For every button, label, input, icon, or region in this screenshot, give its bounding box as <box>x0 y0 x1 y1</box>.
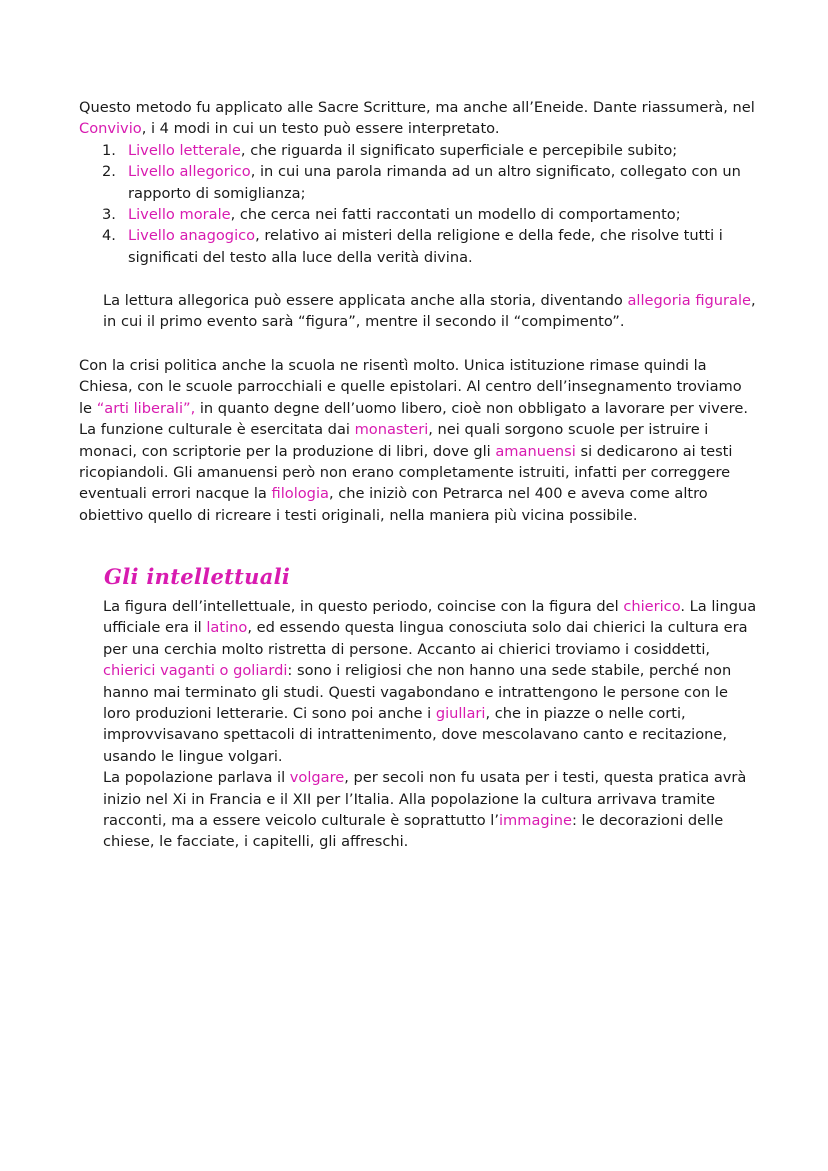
level-term: Livello morale <box>128 206 231 224</box>
crisis-text <box>79 355 759 526</box>
interpretation-levels-list <box>79 140 759 268</box>
level-description: , relativo ai misteri della religione e della fede, che risolve tutti i significati del testo alla luce della verità divina. <box>128 227 723 266</box>
level-term: Livello letterale <box>128 141 241 159</box>
section-text: : le decorazioni delle chiese, le facciate, i capitelli, gli affreschi. <box>103 812 724 851</box>
volgare-term: volgare <box>289 769 345 787</box>
list-number: 2. <box>102 163 116 181</box>
crisis-text-part4: si dedicarono ai testi ricopiandoli. Gli amanuensi però non erano completamente istruiti, infatti per correggere eventuali errori nacque la <box>79 442 733 503</box>
chierici-vaganti-term: chierici vaganti o goliardi <box>103 662 288 680</box>
figural-text-part2: , in cui il primo evento sarà “figura”, mentre il secondo il “compimento”. <box>103 292 756 331</box>
list-number: 1. <box>102 141 116 159</box>
level-term: Livello anagogico <box>128 227 256 245</box>
convivio-term: Convivio <box>79 120 142 138</box>
section-heading: Gli intellettuali <box>104 564 291 589</box>
list-number: 3. <box>102 206 116 224</box>
section-text: La popolazione parlava il <box>103 769 290 787</box>
intro-text-part1: Questo metodo fu applicato alle Sacre Scritture, ma anche all’Eneide. Dante riassumerà, nel <box>79 99 755 116</box>
figural-paragraph <box>79 290 759 333</box>
amanuensi-term: amanuensi <box>495 442 576 460</box>
level-term: Livello allegorico <box>128 163 251 181</box>
allegoria-figurale-term: allegoria figurale <box>627 292 752 309</box>
filologia-term: filologia <box>271 485 329 503</box>
list-item <box>79 140 759 161</box>
giullari-term: giullari <box>435 705 486 723</box>
section-text: , per secoli non fu usata per i testi, questa pratica avrà inizio nel Xi in Francia e il XII per l’Italia. Alla popolazione la cultura arrivava tramite racconti, ma a essere veicolo culturale è soprattutto l’ <box>103 769 747 830</box>
crisis-text-part3: , nei quali sorgono scuole per istruire i monaci, con scriptorie per la produzione di libri, dove gli <box>79 421 709 460</box>
figural-text <box>103 290 759 333</box>
list-number: 4. <box>102 227 116 245</box>
immagine-term: immagine <box>498 812 572 830</box>
crisis-paragraph <box>79 355 759 526</box>
section-text: La figura dell’intellettuale, in questo periodo, coincise con la figura del <box>103 598 624 615</box>
section-text: , ed essendo questa lingua conosciuta solo dai chierici la cultura era per una cerchia molto ristretta di persone. Accanto ai chierici troviamo i cosiddetti, <box>103 619 748 658</box>
intellectuals-paragraph-2 <box>103 767 759 853</box>
level-description: , che riguarda il significato superficiale e percepibile subito; <box>240 141 678 159</box>
figural-text-part1: La lettura allegorica può essere applicata anche alla storia, diventando <box>103 292 628 309</box>
latino-term: latino <box>206 619 248 637</box>
crisis-text-part1: Con la crisi politica anche la scuola ne risentì molto. Unica istituzione rimase quindi la Chiesa, con le scuole parrocchiali e quelle epistolari. Al centro dell’insegnamento troviamo le <box>79 357 742 417</box>
intellectuals-paragraph-1 <box>103 596 759 767</box>
section-text: : sono i religiosi che non hanno una sede stabile, perché non hanno mai terminato gli studi. Questi vagabondano e intrattengono le persone con le loro produzioni letterarie. Ci sono poi anche i <box>103 662 732 723</box>
intro-text <box>79 97 759 140</box>
list-item <box>79 204 759 225</box>
monasteri-term: monasteri <box>354 421 429 439</box>
list-item <box>79 161 759 204</box>
arti-liberali-term: “arti liberali”, <box>96 399 196 417</box>
chierico-term: chierico <box>623 598 681 615</box>
crisis-text-part2: in quanto degne dell’uomo libero, cioè non obbligato a lavorare per vivere. La funzione culturale è esercitata dai <box>79 399 748 439</box>
list-item <box>79 225 759 268</box>
section-text: . La lingua ufficiale era il <box>103 598 757 637</box>
level-description: , che cerca nei fatti raccontati un modello di comportamento; <box>230 206 681 224</box>
section-text: , che in piazze o nelle corti, improvvisavano spettacoli di intrattenimento, dove mescolavano canto e recitazione, usando le lingue volgari. <box>103 705 727 765</box>
crisis-text-part5: , che iniziò con Petrarca nel 400 e aveva come altro obiettivo quello di ricreare i testi originali, nella maniera più vicina possibile. <box>79 485 708 524</box>
intro-text-part2: , i 4 modi in cui un testo può essere interpretato. <box>141 120 500 138</box>
level-description: , in cui una parola rimanda ad un altro significato, collegato con un rapporto di somiglianza; <box>128 163 741 202</box>
intro-paragraph <box>79 97 759 268</box>
intellectuals-section <box>79 596 759 853</box>
